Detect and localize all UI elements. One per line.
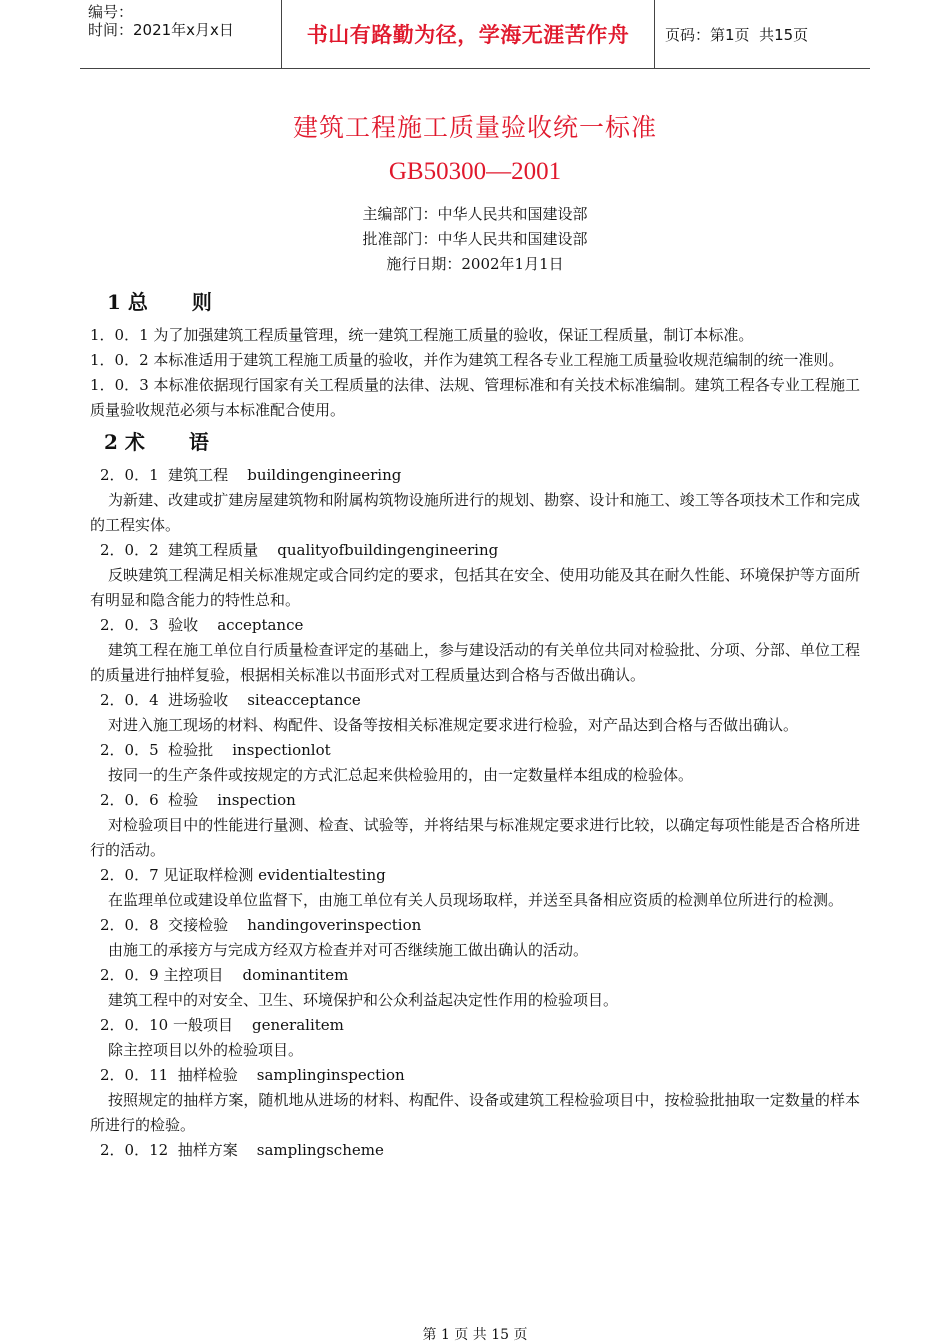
page-footer: 第 1 页 共 15 页 [422, 1327, 528, 1343]
header-page-cell [655, 0, 870, 68]
editor-department: 主编部门：中华人民共和国建设部 [362, 205, 588, 223]
term-definition: 由施工的承接方与完成方经双方检查并对可否继续施工做出确认的活动。 [108, 941, 589, 959]
term-definition: 在监理单位或建设单位监督下，由施工单位有关人员现场取样，并送至具备相应资质的检测单位所进行的检测。 [108, 891, 844, 909]
page-info: 页码：第1页 共15页 [665, 25, 809, 44]
section-number: 2 术 [104, 430, 145, 454]
term-heading: 2．0．12 抽样方案 samplingscheme [100, 1141, 384, 1159]
term-heading: 2．0．3 验收 acceptance [100, 616, 304, 634]
motto: 书山有路勤为径，学海无涯苦作舟 [306, 23, 630, 47]
term-heading: 2．0．9 主控项目 dominantitem [100, 966, 349, 984]
term-heading: 2．0．4 进场验收 siteacceptance [100, 691, 361, 709]
term-definition: 对进入施工现场的材料、构配件、设备等按相关标准规定要求进行检验，对产品达到合格与否做出确认。 [108, 716, 799, 734]
term-heading: 2．0．6 检验 inspection [100, 791, 296, 809]
header-meta-cell [80, 0, 282, 68]
term-heading: 2．0．7 见证取样检测 evidentialtesting [100, 866, 386, 884]
term-heading: 2．0．2 建筑工程质量 qualityofbuildingengineering [100, 541, 499, 559]
term-definition: 按同一的生产条件或按规定的方式汇总起来供检验用的，由一定数量样本组成的检验体。 [108, 766, 694, 784]
section-heading-terms [104, 425, 860, 459]
section-word: 语 [188, 430, 209, 454]
term-definition: 为新建、改建或扩建房屋建筑物和附属构筑物设施所进行的规划、勘察、设计和施工、竣工等各项技术工作和完成的工程实体。 [90, 491, 860, 534]
clause-paragraph: 1．0．3 本标准依据现行国家有关工程质量的法律、法规、管理标准和有关技术标准编制。建筑工程各专业工程施工质量验收规范必须与本标准配合使用。 [90, 376, 860, 419]
page-header [80, 0, 870, 69]
term-heading: 2．0．8 交接检验 handingoverinspection [100, 916, 422, 934]
term-definition: 除主控项目以外的检验项目。 [108, 1041, 304, 1059]
term-heading: 2．0．10 一般项目 generalitem [100, 1016, 344, 1034]
standard-code: GB50300—2001 [388, 158, 562, 185]
time-label: 时间：2021年x月x日 [88, 21, 234, 39]
header-motto-cell [282, 0, 655, 68]
number-label: 编号： [88, 3, 134, 21]
section-number: 1 总 [107, 290, 148, 314]
term-heading: 2．0．1 建筑工程 buildingengineering [100, 466, 402, 484]
term-definition: 按照规定的抽样方案，随机地从进场的材料、构配件、设备或建筑工程检验项目中，按检验批抽取一定数量的样本所进行的检验。 [90, 1091, 860, 1134]
document-title: 建筑工程施工质量验收统一标准 [292, 113, 657, 142]
term-definition: 建筑工程在施工单位自行质量检查评定的基础上，参与建设活动的有关单位共同对检验批、分项、分部、单位工程的质量进行抽样复验，根据相关标准以书面形式对工程质量达到合格与否做出确认。 [90, 641, 860, 684]
term-heading: 2．0．5 检验批 inspectionlot [100, 741, 331, 759]
term-heading: 2．0．11 抽样检验 samplinginspection [100, 1066, 405, 1084]
section-heading-general [107, 285, 860, 319]
effective-date: 施行日期：2002年1月1日 [386, 255, 564, 273]
approver-department: 批准部门：中华人民共和国建设部 [362, 230, 588, 248]
term-definition: 对检验项目中的性能进行量测、检查、试验等，并将结果与标准规定要求进行比较，以确定每项性能是否合格所进行的活动。 [90, 816, 860, 859]
document-body [90, 283, 860, 1163]
term-definition: 建筑工程中的对安全、卫生、环境保护和公众利益起决定性作用的检验项目。 [108, 991, 619, 1009]
clause-paragraph: 1．0．1 为了加强建筑工程质量管理，统一建筑工程施工质量的验收，保证工程质量，制订本标准。 [90, 326, 754, 344]
clause-paragraph: 1．0．2 本标准适用于建筑工程施工质量的验收，并作为建筑工程各专业工程施工质量验收规范编制的统一准则。 [90, 351, 844, 369]
section-word: 则 [191, 290, 212, 314]
term-definition: 反映建筑工程满足相关标准规定或合同约定的要求，包括其在安全、使用功能及其在耐久性能、环境保护等方面所有明显和隐含能力的特性总和。 [90, 566, 860, 609]
